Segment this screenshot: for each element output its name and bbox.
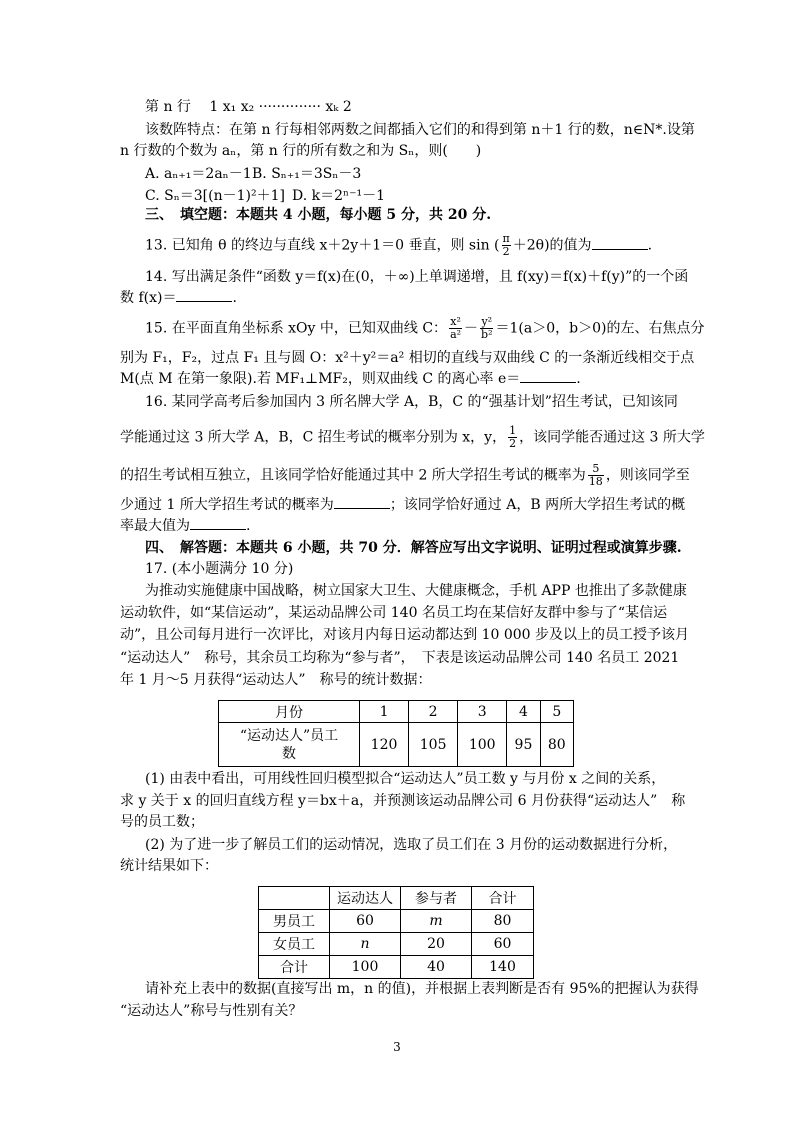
- q17-final-line-2: “运动达人”称号与性别有关？: [120, 1003, 303, 1019]
- table-cell: 2: [409, 701, 458, 723]
- q16-answer-blank-2: [190, 517, 246, 530]
- q13-period: .: [647, 237, 653, 254]
- q12-option-c: C. Sₙ＝3[(n－1)²＋1]: [145, 188, 285, 204]
- table-cell: n: [330, 933, 401, 956]
- q16-answer-blank-1: [334, 496, 390, 509]
- q15-frac-x-den: a²: [450, 328, 462, 341]
- q13-frac-num: π: [502, 232, 510, 245]
- q14-line-2: [120, 289, 237, 307]
- q17-para-1: 为推动实施健康中国战略，树立国家大卫生、大健康概念，手机 APP 也推出了多款健康: [145, 583, 687, 599]
- table-cell: 1: [360, 701, 409, 723]
- q15-frac-x-num: x²: [450, 315, 461, 328]
- q15-text-post: ＝1(a＞0，b＞0)的左、右焦点分: [495, 320, 705, 337]
- q15-minus: －: [464, 320, 479, 337]
- table-header-cell: 参与者: [401, 887, 472, 910]
- q16-line-3: [120, 463, 690, 488]
- q15-frac-y: [480, 316, 493, 341]
- q15-frac-x: [449, 316, 462, 341]
- table-cell: 5: [540, 701, 573, 723]
- q16-half-den: 2: [509, 437, 517, 450]
- q13-text-post: ＋2θ)的值为: [512, 237, 592, 254]
- table-row: [219, 723, 574, 767]
- q13-text: 13. 已知角 θ 的终边与直线 x＋2y＋1＝0 垂直，则 sin (: [145, 237, 500, 254]
- q14-answer-blank: [176, 289, 232, 302]
- q16-half-num: 1: [509, 424, 517, 437]
- q16-prob-den: 18: [588, 475, 603, 488]
- q16-line2-post: ，该同学能否通过这 3 所大学: [519, 429, 705, 446]
- q17-para-4: “运动达人” 称号，其余员工均称为“参与者”， 下表是该运动品牌公司 140 名员工 2021: [120, 650, 680, 666]
- q17-final-line-1: 请补充上表中的数据(直接写出 m，n 的值)，并根据上表判断是否有 95%的把握认为获得: [145, 981, 699, 997]
- q17-title: 17. (本小题满分 10 分): [145, 561, 294, 577]
- question-13: [145, 233, 652, 258]
- q15-answer-blank: [520, 370, 576, 383]
- q16-frac-half: [508, 425, 517, 450]
- q15-line-2: 别为 F₁，F₂，过点 F₁ 且与圆 O：x²＋y²＝a² 相切的直线与双曲线 C 的一条渐近线相交于点: [120, 350, 695, 366]
- q17-sub2-line-1: (2) 为了进一步了解员工们的运动情况，选取了员工们在 3 月份的运动数据进行分析，: [145, 837, 678, 853]
- table-cell: 80: [472, 910, 534, 933]
- table-cell: 95: [507, 723, 540, 767]
- q16-line4-post: ；该同学恰好通过 A，B 两所大学招生考试的概: [389, 497, 686, 513]
- table-row: [219, 701, 574, 723]
- q12-row-label: 第 n 行: [145, 99, 191, 115]
- table-row: [259, 910, 534, 933]
- table-cell: 60: [472, 933, 534, 956]
- table-header-cell: 运动达人: [330, 887, 401, 910]
- q17-para-2: 运动软件，如“某信运动”，某运动品牌公司 140 名员工均在某信好友群中参与了“某信运: [120, 605, 668, 621]
- table-cell: 3: [458, 701, 507, 723]
- monthly-stats-table: [218, 700, 574, 767]
- table-row: [259, 933, 534, 956]
- table-cell: 140: [472, 956, 534, 979]
- table-cell: 60: [330, 910, 401, 933]
- q13-fraction: [502, 233, 511, 258]
- table-cell: 100: [458, 723, 507, 767]
- q17-sub1-line-1: (1) 由表中看出，可用线性回归模型拟合“运动达人”员工数 y 与月份 x 之间的关系，: [145, 771, 666, 787]
- q12-desc-1: 该数阵特点：在第 n 行每相邻两数之间都插入它们的和得到第 n＋1 行的数，n∈N*.设第: [145, 122, 695, 138]
- q12-row-line: [145, 98, 352, 116]
- table-cell: 20: [401, 933, 472, 956]
- q14-line-1: 14. 写出满足条件“函数 y＝f(x)在(0，＋∞)上单调递增，且 f(xy)＝f(x)＋f(y)”的一个函: [145, 269, 689, 285]
- question-15-line-1: [145, 316, 704, 341]
- q15-frac-y-num: y²: [481, 315, 493, 328]
- q15-line3-text: M(点 M 在第一象限).若 MF₁⊥MF₂，则双曲线 C 的离心率 e＝: [120, 371, 521, 387]
- q14-period: .: [232, 290, 237, 306]
- table-header-cell: [219, 723, 360, 767]
- table-cell: 80: [540, 723, 573, 767]
- q16-line2-text: 学能通过这 3 所大学 A，B，C 招生考试的概率分别为 x，y，: [120, 429, 507, 446]
- q15-text: 15. 在平面直角坐标系 xOy 中，已知双曲线 C：: [145, 320, 448, 337]
- header-line-2: 数: [282, 745, 296, 762]
- q16-period: .: [246, 518, 251, 534]
- q12-row-values: 1 x₁ x₂ ·············· xₖ 2: [209, 99, 352, 115]
- q17-sub2-line-2: 统计结果如下：: [120, 858, 218, 874]
- q12-desc-2: n 行数的个数为 aₙ，第 n 行的所有数之和为 Sₙ，则( ): [120, 143, 482, 159]
- table-cell: 105: [409, 723, 458, 767]
- table-row: [259, 887, 534, 910]
- table-header-cell: [259, 887, 330, 910]
- q17-para-5: 年 1 月～5 月获得“运动达人” 称号的统计数据：: [120, 672, 432, 688]
- q15-line-3: [120, 370, 581, 388]
- q16-prob-num: 5: [588, 463, 604, 476]
- table-cell: 合计: [259, 956, 330, 979]
- q15-frac-y-den: b²: [481, 328, 493, 341]
- table-cell: 120: [360, 723, 409, 767]
- q16-frac-prob: [588, 463, 604, 488]
- table-cell: 100: [330, 956, 401, 979]
- table-cell: 40: [401, 956, 472, 979]
- header-line-1: “运动达人”员工: [239, 727, 339, 744]
- q16-line4-text: 少通过 1 所大学招生考试的概率为: [120, 497, 334, 513]
- q13-frac-den: 2: [502, 245, 510, 258]
- q16-line-5: [120, 517, 250, 535]
- q16-line-4: [120, 496, 685, 514]
- q13-answer-blank: [592, 237, 648, 250]
- q15-period: .: [576, 371, 581, 387]
- q14-text: 数 f(x)＝: [120, 290, 177, 306]
- q12-option-a: A. aₙ₊₁＝2aₙ－1: [145, 166, 252, 182]
- section-4-heading: 四、 解答题：本题共 6 小题，共 70 分．解答应写出文字说明、证明过程或演算步骤.: [145, 540, 682, 556]
- table-cell: m: [401, 910, 472, 933]
- q16-line-1: 16. 某同学高考后参加国内 3 所名牌大学 A，B，C 的“强基计划”招生考试，已知该同: [145, 394, 678, 410]
- q16-line-2: [120, 425, 705, 450]
- page-number: 3: [393, 1040, 401, 1054]
- q12-option-b: B. Sₙ₊₁＝3Sₙ－3: [252, 166, 362, 182]
- section-3-heading: 三、 填空题：本题共 4 小题，每小题 5 分，共 20 分.: [145, 207, 492, 223]
- gender-contingency-table: [258, 886, 534, 979]
- table-cell: 女员工: [259, 933, 330, 956]
- table-cell: 男员工: [259, 910, 330, 933]
- q16-line3-text: 的招生考试相互独立，且该同学恰好能通过其中 2 所大学招生考试的概率为: [120, 467, 586, 484]
- q16-line5-text: 率最大值为: [120, 518, 190, 534]
- table-header-cell: 合计: [472, 887, 534, 910]
- table-cell: 4: [507, 701, 540, 723]
- q16-line3-post: ，则该同学至: [605, 467, 690, 484]
- q17-para-3: 动”，且公司每月进行一次评比，对该月内每日运动都达到 10 000 步及以上的员工授予该月: [120, 627, 690, 643]
- table-row: [259, 956, 534, 979]
- q17-sub1-line-2: 求 y 关于 x 的回归直线方程 y＝bx＋a，并预测该运动品牌公司 6 月份获得“运动达人” 称: [120, 793, 686, 809]
- q12-option-d: D. k＝2ⁿ⁻¹－1: [292, 188, 385, 204]
- q17-sub1-line-3: 号的员工数；: [120, 814, 204, 830]
- table-header-cell: 月份: [219, 701, 360, 723]
